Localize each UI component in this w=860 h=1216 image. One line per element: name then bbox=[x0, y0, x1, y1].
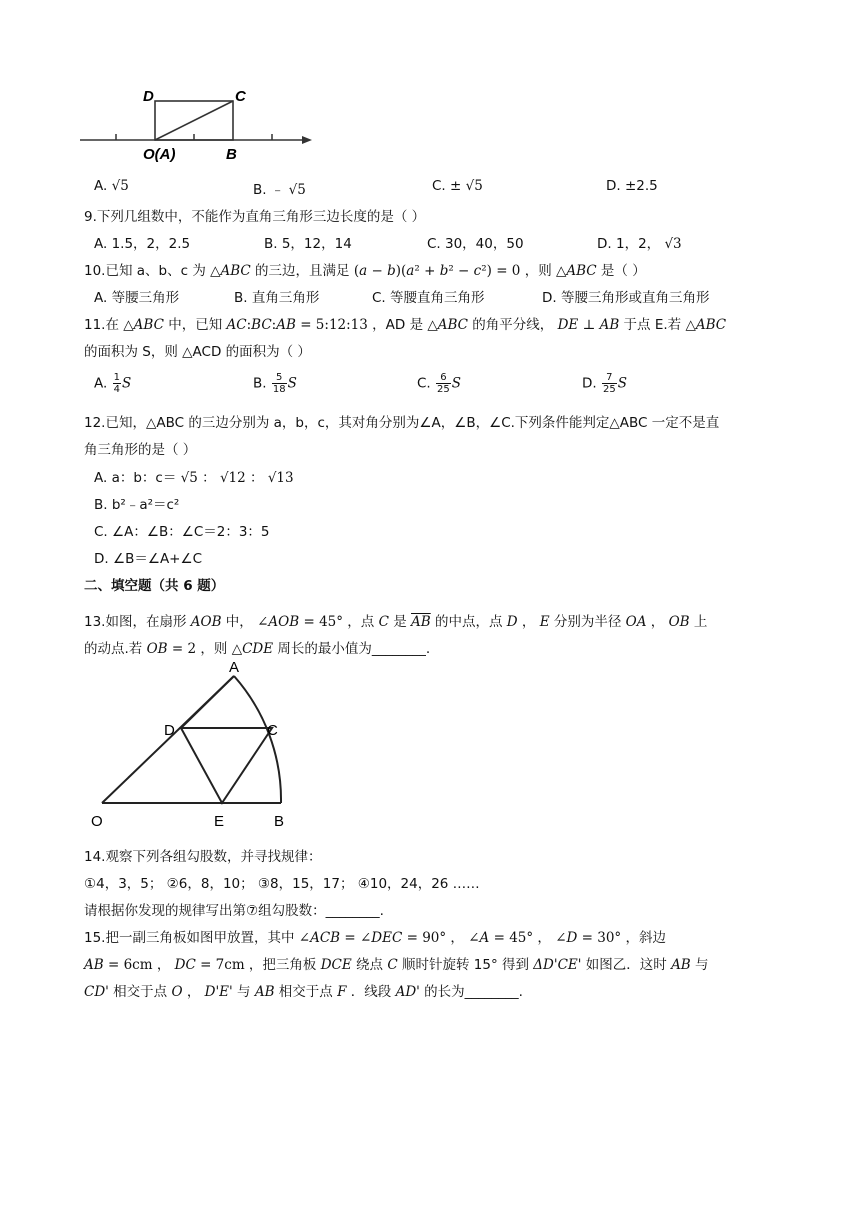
sector-figure bbox=[86, 662, 300, 830]
q8-option-a: A. √5 bbox=[94, 178, 129, 194]
q11-stem-line2: 的面积为 S，则 △ACD 的面积为（ ） bbox=[84, 344, 311, 360]
q11-stem-line1: 11.在 △ABC 中，已知 AC:BC:AB = 5:12:13 ，AD 是 △ABC 的角平分线， DE ⊥ AB 于点 E.若 △ABC bbox=[84, 317, 727, 333]
sector-label-C: C bbox=[267, 722, 278, 739]
q8-option-d: D. ±2.5 bbox=[606, 178, 658, 194]
sector-label-O: O bbox=[91, 813, 103, 830]
sector-label-D: D bbox=[164, 722, 175, 739]
section-heading: 二、填空题（共 6 题） bbox=[84, 578, 225, 594]
sector-label-B: B bbox=[274, 813, 285, 830]
q11-option-c: C. $\frac{6}{25}$ S bbox=[417, 372, 461, 395]
q10-option-b: B. 直角三角形 bbox=[234, 290, 320, 306]
q15-line1: 15.把一副三角板如图甲放置，其中 ∠ACB = ∠DEC = 90° ， ∠A = 45° ， ∠D = 30° ，斜边 bbox=[84, 930, 666, 946]
q11-option-a: A. $\frac{1}{4}$ S bbox=[94, 372, 132, 395]
q10-option-a: A. 等腰三角形 bbox=[94, 290, 180, 306]
sector-label-E: E bbox=[214, 813, 225, 830]
q10-option-c: C. 等腰直角三角形 bbox=[372, 290, 485, 306]
q15-line3: CD' 相交于点 O ， D'E' 与 AB 相交于点 F ．线段 AD' 的长为________. bbox=[84, 984, 523, 1000]
q8-option-c: C. ± √5 bbox=[432, 178, 483, 194]
q14-sequence: ①4，3，5； ②6，8，10； ③8，15，17； ④10，24，26 …… bbox=[84, 876, 480, 892]
q8-option-b: B. ﹣ √5 bbox=[253, 182, 306, 198]
q9-option-c: C. 30，40，50 bbox=[427, 236, 524, 252]
q13-stem-line1: 13.如图，在扇形 AOB 中， ∠AOB = 45° ，点 C 是 $\overline{AB}$ 的中点，点 D ， E 分别为半径 OA ， OB 上 bbox=[84, 614, 708, 630]
q14-question: 请根据你发现的规律写出第⑦组勾股数：________. bbox=[84, 903, 384, 919]
label-C: C bbox=[235, 88, 246, 105]
q11-option-b: B. $\frac{5}{18}$ S bbox=[253, 372, 297, 395]
sector-label-A: A bbox=[229, 662, 240, 676]
q12-option-d: D. ∠B＝∠A+∠C bbox=[94, 551, 203, 567]
label-B: B bbox=[226, 146, 237, 163]
q12-option-b: B. b²﹣a²＝c² bbox=[94, 497, 180, 513]
label-D: D bbox=[143, 88, 154, 105]
q12-stem-line1: 12.已知，△ABC 的三边分别为 a，b，c，其对角分别为∠A，∠B，∠C.下列条件能判定△ABC 一定不是直 bbox=[84, 415, 720, 431]
number-line-figure bbox=[78, 84, 318, 164]
q9-stem: 9.下列几组数中，不能作为直角三角形三边长度的是（ ） bbox=[84, 209, 426, 225]
q12-option-c: C. ∠A：∠B：∠C＝2：3：5 bbox=[94, 524, 270, 540]
q15-line2: AB = 6cm ， DC = 7cm ，把三角板 DCE 绕点 C 顺时针旋转 15° 得到 ΔD'CE' 如图乙．这时 AB 与 bbox=[84, 957, 709, 973]
label-OA: O(A) bbox=[143, 146, 176, 163]
q11-option-d: D. $\frac{7}{25}$ S bbox=[582, 372, 627, 395]
q9-option-a: A. 1.5，2，2.5 bbox=[94, 236, 191, 252]
q10-option-d: D. 等腰三角形或直角三角形 bbox=[542, 290, 710, 306]
q12-stem-line2: 角三角形的是（ ） bbox=[84, 442, 197, 458]
q14-stem: 14.观察下列各组勾股数，并寻找规律： bbox=[84, 849, 322, 865]
q9-option-b: B. 5，12，14 bbox=[264, 236, 352, 252]
q12-option-a: A. a：b：c＝ √5 ： √12 ： √13 bbox=[94, 470, 294, 486]
q10-stem: 10.已知 a、b、c 为 △ABC 的三边，且满足 (a − b)(a² + b² − c²) = 0 ，则 △ABC 是（ ） bbox=[84, 263, 646, 279]
q9-option-d: D. 1，2， √3 bbox=[597, 236, 682, 252]
q13-stem-line2: 的动点.若 OB = 2 ，则 △CDE 周长的最小值为________. bbox=[84, 641, 431, 657]
